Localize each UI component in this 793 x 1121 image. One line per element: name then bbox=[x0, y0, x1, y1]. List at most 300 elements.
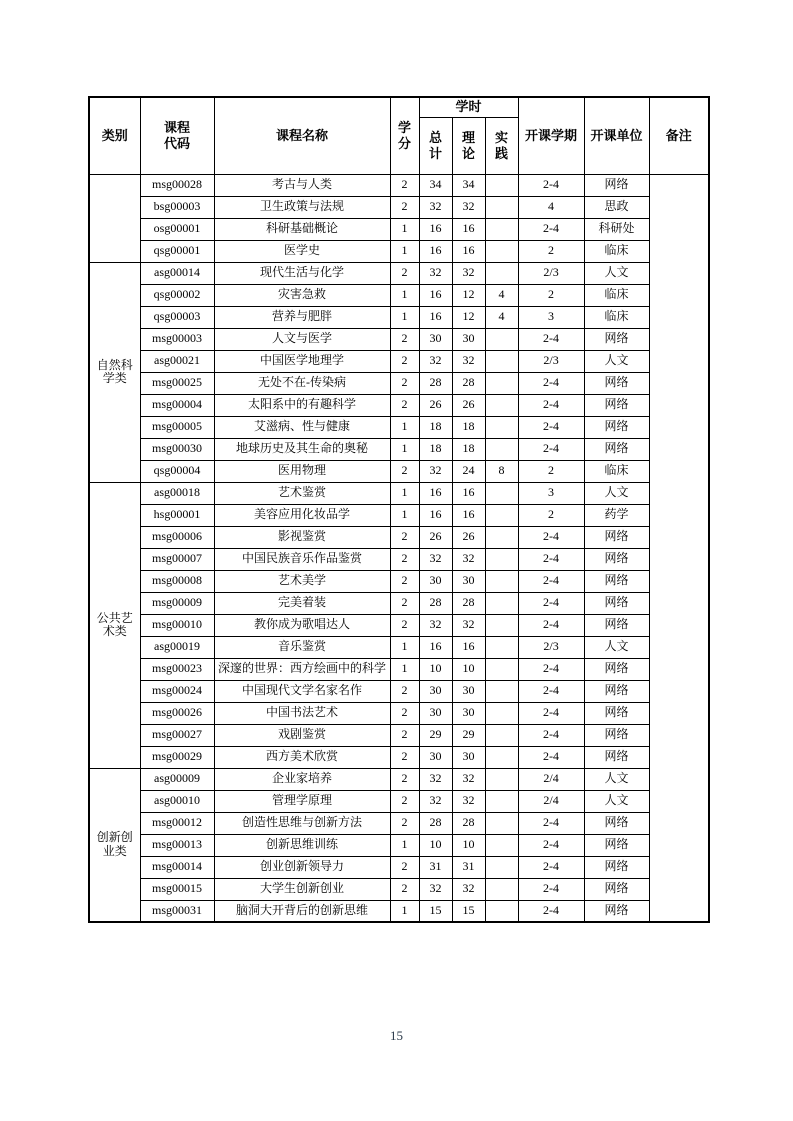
table-row bbox=[89, 592, 709, 614]
credits-cell: 1 bbox=[390, 240, 419, 262]
hours-total-cell: 18 bbox=[419, 438, 452, 460]
hours-total-cell: 30 bbox=[419, 680, 452, 702]
course-code-cell: msg00024 bbox=[140, 680, 214, 702]
hours-total-cell: 28 bbox=[419, 812, 452, 834]
semester-cell: 2-4 bbox=[518, 724, 584, 746]
hours-practice-cell bbox=[485, 636, 518, 658]
table-row bbox=[89, 438, 709, 460]
course-code-cell: msg00026 bbox=[140, 702, 214, 724]
hours-practice-cell bbox=[485, 658, 518, 680]
hours-total-cell: 32 bbox=[419, 790, 452, 812]
department-cell: 网络 bbox=[584, 438, 649, 460]
course-name-cell: 医用物理 bbox=[214, 460, 390, 482]
semester-cell: 2-4 bbox=[518, 218, 584, 240]
semester-cell: 2-4 bbox=[518, 416, 584, 438]
hours-theory-cell: 10 bbox=[452, 658, 485, 680]
department-cell: 网络 bbox=[584, 174, 649, 196]
hours-theory-cell: 18 bbox=[452, 416, 485, 438]
semester-cell: 2-4 bbox=[518, 834, 584, 856]
hours-theory-cell: 16 bbox=[452, 240, 485, 262]
hours-theory-cell: 12 bbox=[452, 284, 485, 306]
course-name-cell: 地球历史及其生命的奥秘 bbox=[214, 438, 390, 460]
semester-cell: 2/3 bbox=[518, 350, 584, 372]
course-code-cell: msg00015 bbox=[140, 878, 214, 900]
credits-cell: 2 bbox=[390, 746, 419, 768]
table-row bbox=[89, 746, 709, 768]
credits-cell: 1 bbox=[390, 482, 419, 504]
column-header-hours-practice bbox=[485, 117, 518, 174]
hours-theory-cell: 32 bbox=[452, 790, 485, 812]
course-name-cell: 中国现代文学名家名作 bbox=[214, 680, 390, 702]
hours-practice-cell bbox=[485, 768, 518, 790]
credits-cell: 2 bbox=[390, 768, 419, 790]
semester-cell: 2/3 bbox=[518, 636, 584, 658]
column-header-remarks: 备注 bbox=[649, 97, 709, 174]
credits-cell: 1 bbox=[390, 306, 419, 328]
table-row bbox=[89, 218, 709, 240]
column-header-credits-label: 学分 bbox=[398, 120, 412, 151]
credits-cell: 2 bbox=[390, 174, 419, 196]
hours-total-cell: 32 bbox=[419, 768, 452, 790]
course-code-cell: msg00028 bbox=[140, 174, 214, 196]
department-cell: 网络 bbox=[584, 416, 649, 438]
hours-theory-cell: 30 bbox=[452, 746, 485, 768]
department-cell: 网络 bbox=[584, 900, 649, 922]
hours-total-cell: 28 bbox=[419, 372, 452, 394]
hours-total-cell: 32 bbox=[419, 350, 452, 372]
table-row bbox=[89, 614, 709, 636]
hours-total-cell: 16 bbox=[419, 218, 452, 240]
hours-practice-cell bbox=[485, 394, 518, 416]
hours-total-cell: 16 bbox=[419, 240, 452, 262]
semester-cell: 2-4 bbox=[518, 614, 584, 636]
table-row bbox=[89, 328, 709, 350]
hours-theory-cell: 32 bbox=[452, 768, 485, 790]
hours-practice-cell bbox=[485, 526, 518, 548]
category-cell bbox=[89, 768, 140, 922]
department-cell: 人文 bbox=[584, 262, 649, 284]
category-cell bbox=[89, 174, 140, 262]
course-code-cell: osg00001 bbox=[140, 218, 214, 240]
hours-theory-cell: 30 bbox=[452, 702, 485, 724]
hours-total-cell: 16 bbox=[419, 306, 452, 328]
semester-cell: 3 bbox=[518, 482, 584, 504]
column-header-category: 类别 bbox=[89, 97, 140, 174]
hours-practice-cell bbox=[485, 240, 518, 262]
credits-cell: 2 bbox=[390, 790, 419, 812]
hours-practice-cell bbox=[485, 614, 518, 636]
semester-cell: 2/4 bbox=[518, 768, 584, 790]
credits-cell: 1 bbox=[390, 900, 419, 922]
credits-cell: 2 bbox=[390, 680, 419, 702]
hours-total-cell: 32 bbox=[419, 548, 452, 570]
hours-practice-cell bbox=[485, 196, 518, 218]
column-header-department: 开课单位 bbox=[584, 97, 649, 174]
hours-theory-cell: 18 bbox=[452, 438, 485, 460]
hours-theory-cell: 10 bbox=[452, 834, 485, 856]
page-number: 15 bbox=[390, 1028, 403, 1043]
credits-cell: 2 bbox=[390, 394, 419, 416]
semester-cell: 2-4 bbox=[518, 680, 584, 702]
course-code-cell: msg00008 bbox=[140, 570, 214, 592]
hours-theory-cell: 32 bbox=[452, 196, 485, 218]
table-row bbox=[89, 284, 709, 306]
table-row bbox=[89, 262, 709, 284]
semester-cell: 2-4 bbox=[518, 174, 584, 196]
course-code-cell: asg00014 bbox=[140, 262, 214, 284]
hours-theory-cell: 29 bbox=[452, 724, 485, 746]
semester-cell: 2 bbox=[518, 284, 584, 306]
department-cell: 网络 bbox=[584, 746, 649, 768]
hours-theory-cell: 30 bbox=[452, 570, 485, 592]
table-row bbox=[89, 570, 709, 592]
column-header-hours-theory-label: 理论 bbox=[462, 129, 476, 161]
column-header-course-name: 课程名称 bbox=[214, 97, 390, 174]
hours-total-cell: 15 bbox=[419, 900, 452, 922]
semester-cell: 2-4 bbox=[518, 812, 584, 834]
course-name-cell: 中国民族音乐作品鉴赏 bbox=[214, 548, 390, 570]
department-cell: 网络 bbox=[584, 680, 649, 702]
course-name-cell: 创新思维训练 bbox=[214, 834, 390, 856]
column-header-course-code bbox=[140, 97, 214, 174]
semester-cell: 3 bbox=[518, 306, 584, 328]
hours-theory-cell: 15 bbox=[452, 900, 485, 922]
course-code-cell: qsg00004 bbox=[140, 460, 214, 482]
department-cell: 药学 bbox=[584, 504, 649, 526]
header-row-top bbox=[89, 97, 709, 117]
table-row bbox=[89, 636, 709, 658]
hours-theory-cell: 24 bbox=[452, 460, 485, 482]
credits-cell: 1 bbox=[390, 438, 419, 460]
hours-total-cell: 30 bbox=[419, 570, 452, 592]
table-row bbox=[89, 702, 709, 724]
department-cell: 网络 bbox=[584, 724, 649, 746]
hours-theory-cell: 32 bbox=[452, 878, 485, 900]
semester-cell: 2/3 bbox=[518, 262, 584, 284]
column-header-hours-theory bbox=[452, 117, 485, 174]
hours-practice-cell bbox=[485, 570, 518, 592]
course-table-body bbox=[89, 174, 709, 922]
hours-total-cell: 32 bbox=[419, 262, 452, 284]
credits-cell: 2 bbox=[390, 592, 419, 614]
hours-theory-cell: 16 bbox=[452, 504, 485, 526]
hours-practice-cell bbox=[485, 482, 518, 504]
course-name-cell: 教你成为歌唱达人 bbox=[214, 614, 390, 636]
course-code-cell: msg00012 bbox=[140, 812, 214, 834]
course-name-cell: 创造性思维与创新方法 bbox=[214, 812, 390, 834]
course-name-cell: 艺术鉴赏 bbox=[214, 482, 390, 504]
hours-theory-cell: 16 bbox=[452, 482, 485, 504]
remarks-cell bbox=[649, 174, 709, 922]
semester-cell: 2 bbox=[518, 460, 584, 482]
credits-cell: 2 bbox=[390, 812, 419, 834]
hours-practice-cell bbox=[485, 878, 518, 900]
semester-cell: 2-4 bbox=[518, 900, 584, 922]
table-row bbox=[89, 174, 709, 196]
hours-theory-cell: 32 bbox=[452, 548, 485, 570]
course-name-cell: 卫生政策与法规 bbox=[214, 196, 390, 218]
credits-cell: 2 bbox=[390, 570, 419, 592]
department-cell: 网络 bbox=[584, 570, 649, 592]
department-cell: 科研处 bbox=[584, 218, 649, 240]
course-code-cell: qsg00003 bbox=[140, 306, 214, 328]
hours-practice-cell bbox=[485, 328, 518, 350]
department-cell: 人文 bbox=[584, 350, 649, 372]
column-header-semester: 开课学期 bbox=[518, 97, 584, 174]
department-cell: 临床 bbox=[584, 284, 649, 306]
course-code-cell: hsg00001 bbox=[140, 504, 214, 526]
credits-cell: 2 bbox=[390, 702, 419, 724]
hours-practice-cell bbox=[485, 438, 518, 460]
semester-cell: 2-4 bbox=[518, 526, 584, 548]
hours-total-cell: 26 bbox=[419, 394, 452, 416]
hours-total-cell: 32 bbox=[419, 614, 452, 636]
credits-cell: 1 bbox=[390, 636, 419, 658]
hours-theory-cell: 32 bbox=[452, 614, 485, 636]
course-code-cell: msg00003 bbox=[140, 328, 214, 350]
hours-total-cell: 10 bbox=[419, 834, 452, 856]
credits-cell: 2 bbox=[390, 350, 419, 372]
course-code-cell: msg00013 bbox=[140, 834, 214, 856]
hours-theory-cell: 34 bbox=[452, 174, 485, 196]
course-code-cell: asg00021 bbox=[140, 350, 214, 372]
hours-practice-cell bbox=[485, 724, 518, 746]
hours-total-cell: 31 bbox=[419, 856, 452, 878]
hours-total-cell: 32 bbox=[419, 196, 452, 218]
course-name-cell: 深邃的世界：西方绘画中的科学 bbox=[214, 658, 390, 680]
department-cell: 网络 bbox=[584, 592, 649, 614]
department-cell: 临床 bbox=[584, 240, 649, 262]
hours-total-cell: 29 bbox=[419, 724, 452, 746]
department-cell: 网络 bbox=[584, 702, 649, 724]
column-header-hours-practice-label: 实践 bbox=[495, 129, 509, 161]
course-name-cell: 西方美术欣赏 bbox=[214, 746, 390, 768]
course-name-cell: 现代生活与化学 bbox=[214, 262, 390, 284]
category-label: 自然科学类 bbox=[96, 357, 133, 385]
table-row bbox=[89, 548, 709, 570]
table-row bbox=[89, 372, 709, 394]
semester-cell: 4 bbox=[518, 196, 584, 218]
hours-theory-cell: 28 bbox=[452, 592, 485, 614]
column-header-credits bbox=[390, 97, 419, 174]
credits-cell: 1 bbox=[390, 416, 419, 438]
department-cell: 思政 bbox=[584, 196, 649, 218]
semester-cell: 2-4 bbox=[518, 372, 584, 394]
hours-theory-cell: 16 bbox=[452, 636, 485, 658]
hours-total-cell: 16 bbox=[419, 284, 452, 306]
hours-total-cell: 32 bbox=[419, 878, 452, 900]
department-cell: 人文 bbox=[584, 768, 649, 790]
table-row bbox=[89, 856, 709, 878]
course-name-cell: 脑洞大开背后的创新思维 bbox=[214, 900, 390, 922]
hours-practice-cell bbox=[485, 746, 518, 768]
semester-cell: 2-4 bbox=[518, 856, 584, 878]
department-cell: 人文 bbox=[584, 482, 649, 504]
course-code-cell: msg00006 bbox=[140, 526, 214, 548]
credits-cell: 1 bbox=[390, 504, 419, 526]
course-name-cell: 影视鉴赏 bbox=[214, 526, 390, 548]
hours-practice-cell bbox=[485, 174, 518, 196]
semester-cell: 2 bbox=[518, 504, 584, 526]
course-code-cell: msg00004 bbox=[140, 394, 214, 416]
course-code-cell: msg00031 bbox=[140, 900, 214, 922]
table-row bbox=[89, 394, 709, 416]
table-row bbox=[89, 350, 709, 372]
hours-practice-cell bbox=[485, 856, 518, 878]
hours-practice-cell bbox=[485, 812, 518, 834]
hours-theory-cell: 31 bbox=[452, 856, 485, 878]
course-name-cell: 戏剧鉴赏 bbox=[214, 724, 390, 746]
table-row bbox=[89, 680, 709, 702]
hours-practice-cell bbox=[485, 262, 518, 284]
course-name-cell: 中国医学地理学 bbox=[214, 350, 390, 372]
credits-cell: 2 bbox=[390, 878, 419, 900]
hours-practice-cell bbox=[485, 504, 518, 526]
course-code-cell: msg00010 bbox=[140, 614, 214, 636]
credits-cell: 2 bbox=[390, 548, 419, 570]
course-name-cell: 音乐鉴赏 bbox=[214, 636, 390, 658]
hours-practice-cell bbox=[485, 416, 518, 438]
table-row bbox=[89, 658, 709, 680]
course-name-cell: 艺术美学 bbox=[214, 570, 390, 592]
semester-cell: 2-4 bbox=[518, 570, 584, 592]
semester-cell: 2-4 bbox=[518, 746, 584, 768]
column-header-hours-total-label: 总计 bbox=[429, 129, 443, 161]
semester-cell: 2-4 bbox=[518, 702, 584, 724]
hours-practice-cell bbox=[485, 372, 518, 394]
course-name-cell: 无处不在-传染病 bbox=[214, 372, 390, 394]
hours-practice-cell bbox=[485, 548, 518, 570]
table-row bbox=[89, 768, 709, 790]
course-code-cell: msg00005 bbox=[140, 416, 214, 438]
course-code-cell: msg00025 bbox=[140, 372, 214, 394]
course-name-cell: 医学史 bbox=[214, 240, 390, 262]
hours-practice-cell: 8 bbox=[485, 460, 518, 482]
department-cell: 网络 bbox=[584, 856, 649, 878]
course-name-cell: 艾滋病、性与健康 bbox=[214, 416, 390, 438]
hours-theory-cell: 28 bbox=[452, 372, 485, 394]
hours-total-cell: 30 bbox=[419, 702, 452, 724]
hours-practice-cell bbox=[485, 592, 518, 614]
credits-cell: 2 bbox=[390, 262, 419, 284]
course-name-cell: 科研基础概论 bbox=[214, 218, 390, 240]
department-cell: 网络 bbox=[584, 834, 649, 856]
table-row bbox=[89, 240, 709, 262]
category-label: 公共艺术类 bbox=[96, 610, 133, 638]
course-name-cell: 灾害急救 bbox=[214, 284, 390, 306]
category-label: 创新创业类 bbox=[96, 830, 133, 858]
hours-total-cell: 26 bbox=[419, 526, 452, 548]
department-cell: 网络 bbox=[584, 328, 649, 350]
department-cell: 临床 bbox=[584, 460, 649, 482]
department-cell: 网络 bbox=[584, 812, 649, 834]
hours-practice-cell bbox=[485, 900, 518, 922]
hours-theory-cell: 26 bbox=[452, 526, 485, 548]
credits-cell: 2 bbox=[390, 196, 419, 218]
semester-cell: 2-4 bbox=[518, 548, 584, 570]
table-row bbox=[89, 460, 709, 482]
credits-cell: 2 bbox=[390, 372, 419, 394]
hours-total-cell: 32 bbox=[419, 460, 452, 482]
course-name-cell: 太阳系中的有趣科学 bbox=[214, 394, 390, 416]
hours-theory-cell: 28 bbox=[452, 812, 485, 834]
course-name-cell: 管理学原理 bbox=[214, 790, 390, 812]
credits-cell: 1 bbox=[390, 658, 419, 680]
course-code-cell: bsg00003 bbox=[140, 196, 214, 218]
hours-total-cell: 18 bbox=[419, 416, 452, 438]
column-header-hours: 学时 bbox=[419, 97, 518, 117]
course-code-cell: msg00023 bbox=[140, 658, 214, 680]
semester-cell: 2-4 bbox=[518, 438, 584, 460]
course-code-cell: asg00018 bbox=[140, 482, 214, 504]
hours-practice-cell bbox=[485, 790, 518, 812]
course-code-cell: qsg00002 bbox=[140, 284, 214, 306]
course-code-cell: msg00007 bbox=[140, 548, 214, 570]
table-row bbox=[89, 812, 709, 834]
course-code-cell: asg00010 bbox=[140, 790, 214, 812]
hours-total-cell: 34 bbox=[419, 174, 452, 196]
hours-theory-cell: 16 bbox=[452, 218, 485, 240]
course-code-cell: msg00029 bbox=[140, 746, 214, 768]
course-name-cell: 大学生创新创业 bbox=[214, 878, 390, 900]
department-cell: 网络 bbox=[584, 394, 649, 416]
hours-practice-cell bbox=[485, 834, 518, 856]
hours-practice-cell: 4 bbox=[485, 284, 518, 306]
column-header-course-code-label: 课程代码 bbox=[163, 120, 190, 151]
credits-cell: 2 bbox=[390, 460, 419, 482]
course-code-cell: asg00009 bbox=[140, 768, 214, 790]
hours-total-cell: 16 bbox=[419, 482, 452, 504]
course-code-cell: msg00027 bbox=[140, 724, 214, 746]
table-row bbox=[89, 790, 709, 812]
semester-cell: 2-4 bbox=[518, 394, 584, 416]
department-cell: 网络 bbox=[584, 614, 649, 636]
hours-theory-cell: 30 bbox=[452, 328, 485, 350]
credits-cell: 1 bbox=[390, 218, 419, 240]
course-name-cell: 企业家培养 bbox=[214, 768, 390, 790]
hours-practice-cell bbox=[485, 680, 518, 702]
hours-practice-cell bbox=[485, 218, 518, 240]
course-code-cell: msg00014 bbox=[140, 856, 214, 878]
hours-theory-cell: 32 bbox=[452, 262, 485, 284]
table-row bbox=[89, 900, 709, 922]
hours-practice-cell bbox=[485, 702, 518, 724]
semester-cell: 2/4 bbox=[518, 790, 584, 812]
table-row bbox=[89, 878, 709, 900]
course-name-cell: 人文与医学 bbox=[214, 328, 390, 350]
credits-cell: 2 bbox=[390, 856, 419, 878]
department-cell: 网络 bbox=[584, 878, 649, 900]
department-cell: 人文 bbox=[584, 790, 649, 812]
category-cell bbox=[89, 482, 140, 768]
column-header-hours-total bbox=[419, 117, 452, 174]
hours-total-cell: 16 bbox=[419, 636, 452, 658]
department-cell: 网络 bbox=[584, 526, 649, 548]
course-code-cell: asg00019 bbox=[140, 636, 214, 658]
course-name-cell: 完美着装 bbox=[214, 592, 390, 614]
course-name-cell: 考古与人类 bbox=[214, 174, 390, 196]
hours-theory-cell: 26 bbox=[452, 394, 485, 416]
table-row bbox=[89, 526, 709, 548]
hours-total-cell: 16 bbox=[419, 504, 452, 526]
course-code-cell: qsg00001 bbox=[140, 240, 214, 262]
table-row bbox=[89, 834, 709, 856]
hours-total-cell: 30 bbox=[419, 746, 452, 768]
credits-cell: 1 bbox=[390, 284, 419, 306]
category-cell bbox=[89, 262, 140, 482]
hours-total-cell: 30 bbox=[419, 328, 452, 350]
course-name-cell: 营养与肥胖 bbox=[214, 306, 390, 328]
